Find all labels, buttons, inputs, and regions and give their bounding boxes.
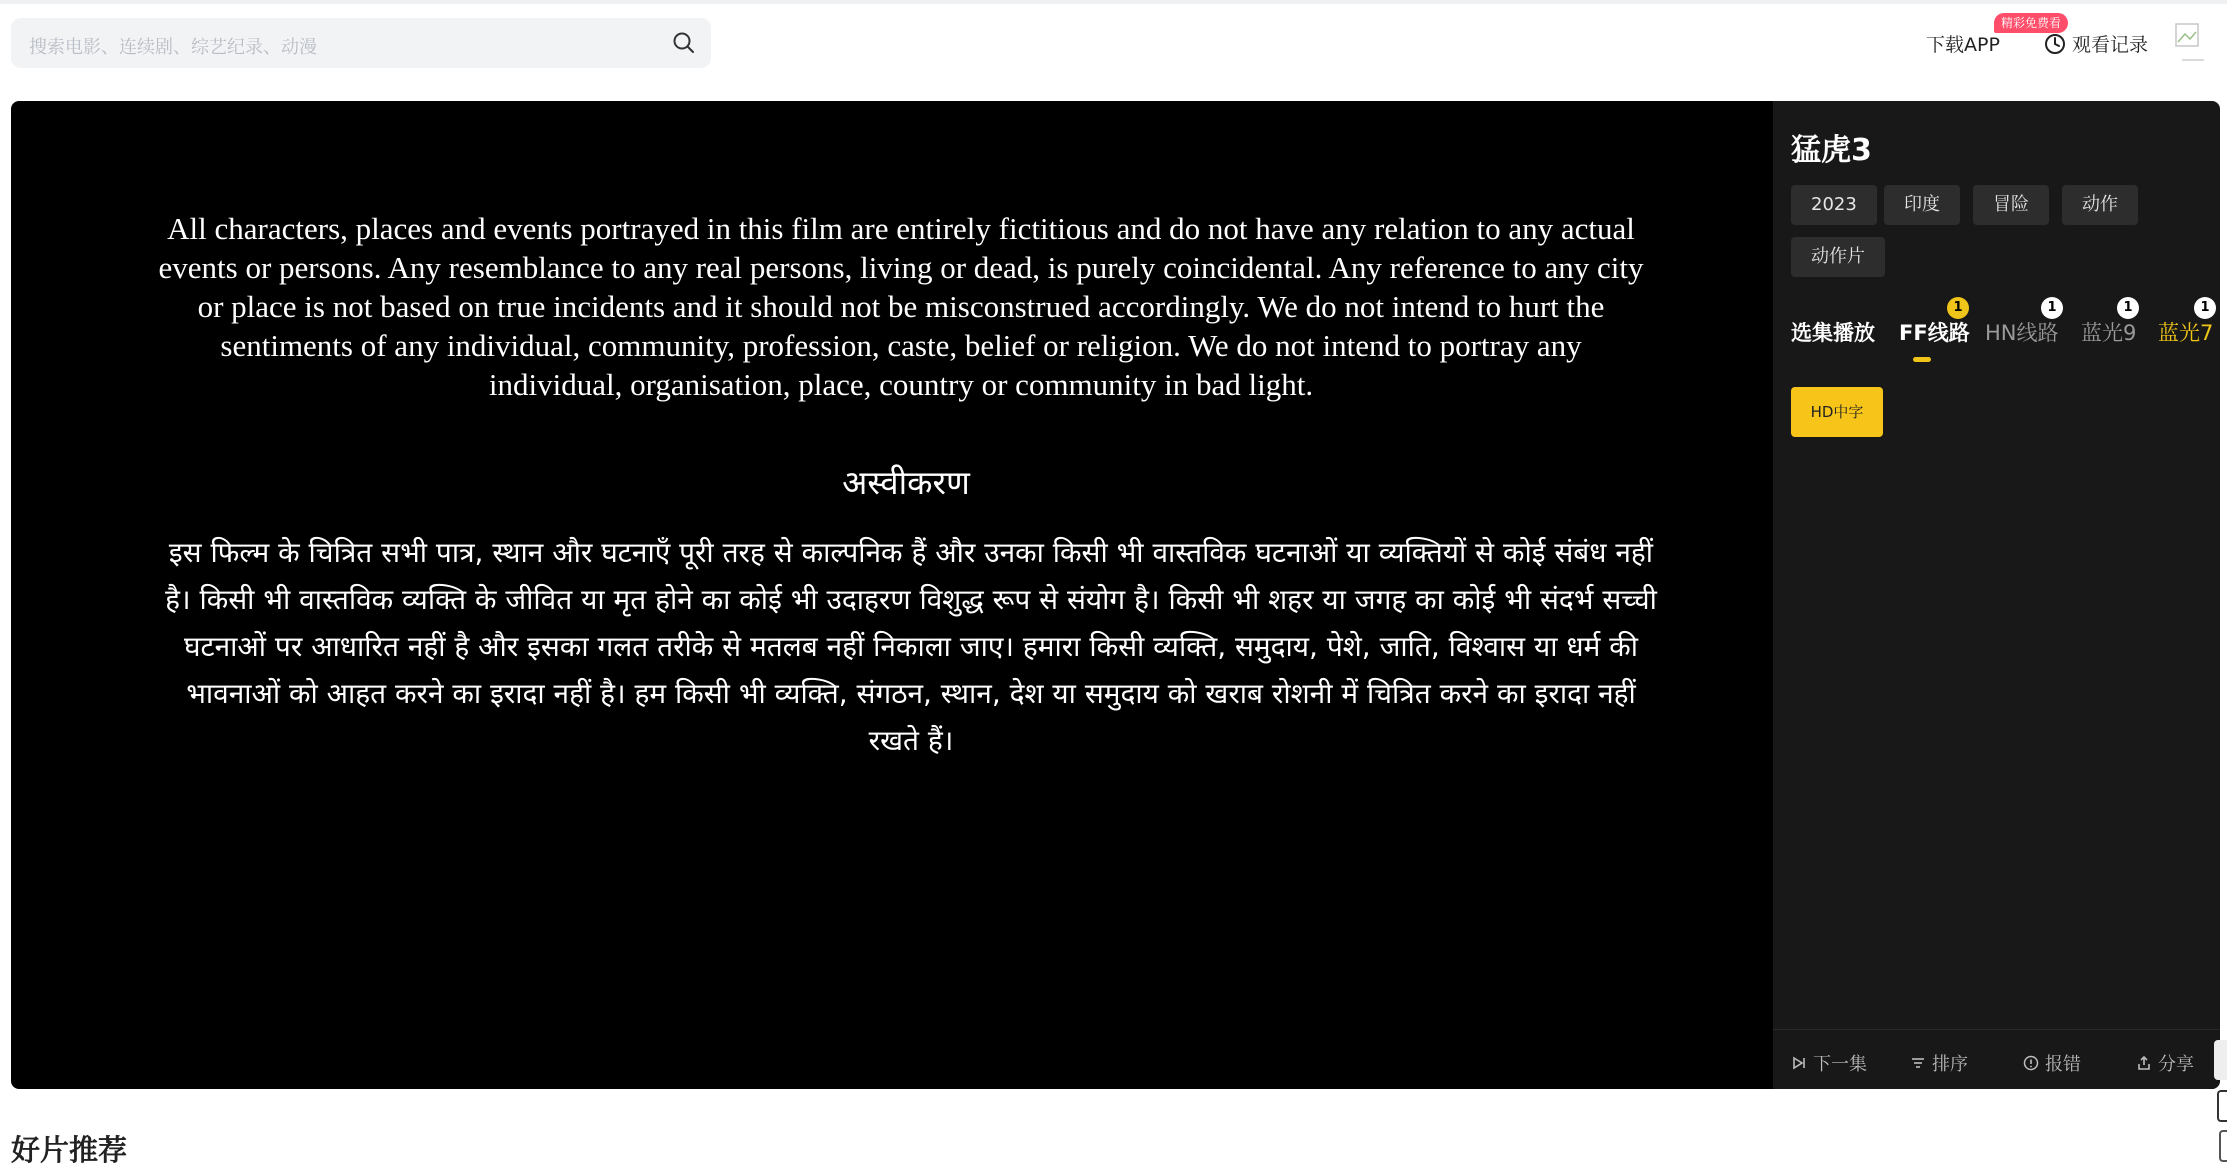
- tab-source-ff[interactable]: [1899, 300, 1970, 347]
- sort-icon: [1910, 1055, 1926, 1071]
- watch-history-label: 观看记录: [2072, 34, 2149, 56]
- active-tab-indicator: [1913, 357, 1931, 362]
- episode-panel: [1773, 101, 2220, 1089]
- sort-button[interactable]: [1910, 1050, 1968, 1076]
- disclaimer-english: All characters, places and events portrayed in this film are entirely fictitious and do not have any relation to any actual events or persons. Any resemblance to any real persons, living or dead, is purely coincidental. Any reference to any city or place is not based on true incidents and it should not be misconstrued accordingly. We do not intend to hurt the sentiments of any individual, community, profession, caste, belief or religion. We do not intend to portray any individual, organisation, place, country or community in bad light.: [158, 211, 1644, 402]
- disclaimer-hindi: इस फिल्म के चित्रित सभी पात्र, स्थान और घटनाएँ पूरी तरह से काल्पनिक हैं और उनका किसी भी वास्तविक घटनाओं या व्यक्तियों से कोई संबंध नहीं है। किसी भी वास्तविक व्यक्ति के जीवित या मृत होने का कोई भी उदाहरण विशुद्ध रूप से संयोग है। किसी भी शहर या जगह का कोई भी संदर्भ सच्ची घटनाओं पर आधारित नहीं है और इसका गलत तरीके से मतलब नहीं निकाला जाए। हमारा किसी व्यक्ति, समुदाय, पेशे, जाति, विश्वास या धर्म की भावनाओं को आहत करने का इरादा नहीं है। हम किसी भी व्यक्ति, संगठन, स्थान, देश या समुदाय को खराब रोशनी में चित्रित करने का इरादा नहीं रखते हैं।: [165, 536, 1657, 757]
- source-label: 选集播放: [1791, 321, 1875, 345]
- avatar[interactable]: [2174, 22, 2206, 62]
- search-placeholder: 搜索电影、连续剧、综艺纪录、动漫: [29, 37, 317, 58]
- tag-genre-adventure[interactable]: 冒险: [1973, 185, 2049, 225]
- floating-tool-b[interactable]: [2219, 1130, 2227, 1162]
- tag-category[interactable]: 动作片: [1791, 237, 1885, 277]
- floating-tool-a[interactable]: [2217, 1090, 2227, 1122]
- next-episode-label: 下一集: [1813, 1054, 1867, 1075]
- tab-source-hn-label: HN线路: [1985, 321, 2059, 345]
- search-icon[interactable]: [671, 30, 697, 56]
- tab-source-ff-label: FF线路: [1899, 321, 1970, 345]
- sort-label: 排序: [1932, 1054, 1968, 1075]
- tab-source-hn-badge: 1: [2041, 297, 2063, 319]
- report-button[interactable]: [2023, 1050, 2081, 1076]
- tag-genre-action[interactable]: 动作: [2062, 185, 2138, 225]
- player-actions: [1773, 1029, 2220, 1089]
- tag-region[interactable]: 印度: [1884, 185, 1960, 225]
- top-divider: [0, 0, 2227, 4]
- source-tabs: [1773, 300, 2220, 357]
- recommend-section-title: 好片推荐: [11, 1133, 128, 1167]
- promo-badge: 精彩免费看: [1994, 13, 2068, 33]
- alert-icon: [2023, 1055, 2039, 1071]
- download-app-link[interactable]: 下载APP: [1926, 34, 2000, 56]
- tab-source-hn[interactable]: [1985, 300, 2059, 347]
- clock-icon: [2044, 33, 2066, 55]
- tab-source-ff-badge: 1: [1947, 297, 1969, 319]
- panel-collapse-handle[interactable]: [2214, 1040, 2227, 1080]
- search-input[interactable]: [11, 18, 711, 68]
- tag-year[interactable]: 2023: [1791, 185, 1877, 225]
- next-episode-button[interactable]: [1791, 1050, 1867, 1076]
- tab-source-bluray9-label: 蓝光9: [2081, 321, 2137, 345]
- tab-source-bluray7-label: 蓝光7: [2158, 321, 2214, 345]
- movie-title: 猛虎3: [1791, 133, 1872, 168]
- video-player[interactable]: [11, 101, 1773, 1089]
- share-button[interactable]: [2136, 1050, 2194, 1076]
- episode-hd-button[interactable]: HD中字: [1791, 387, 1883, 437]
- report-label: 报错: [2045, 1054, 2081, 1075]
- tab-source-bluray9[interactable]: [2081, 300, 2137, 347]
- tab-source-bluray7-badge: 1: [2194, 297, 2216, 319]
- share-icon: [2136, 1055, 2152, 1071]
- tab-source-bluray9-badge: 1: [2117, 297, 2139, 319]
- disclaimer-hindi-title: अस्वीकरण: [842, 463, 970, 502]
- watch-history-link[interactable]: [2044, 30, 2148, 57]
- next-icon: [1791, 1055, 1807, 1071]
- tab-source-bluray7[interactable]: [2158, 300, 2214, 347]
- share-label: 分享: [2158, 1054, 2194, 1075]
